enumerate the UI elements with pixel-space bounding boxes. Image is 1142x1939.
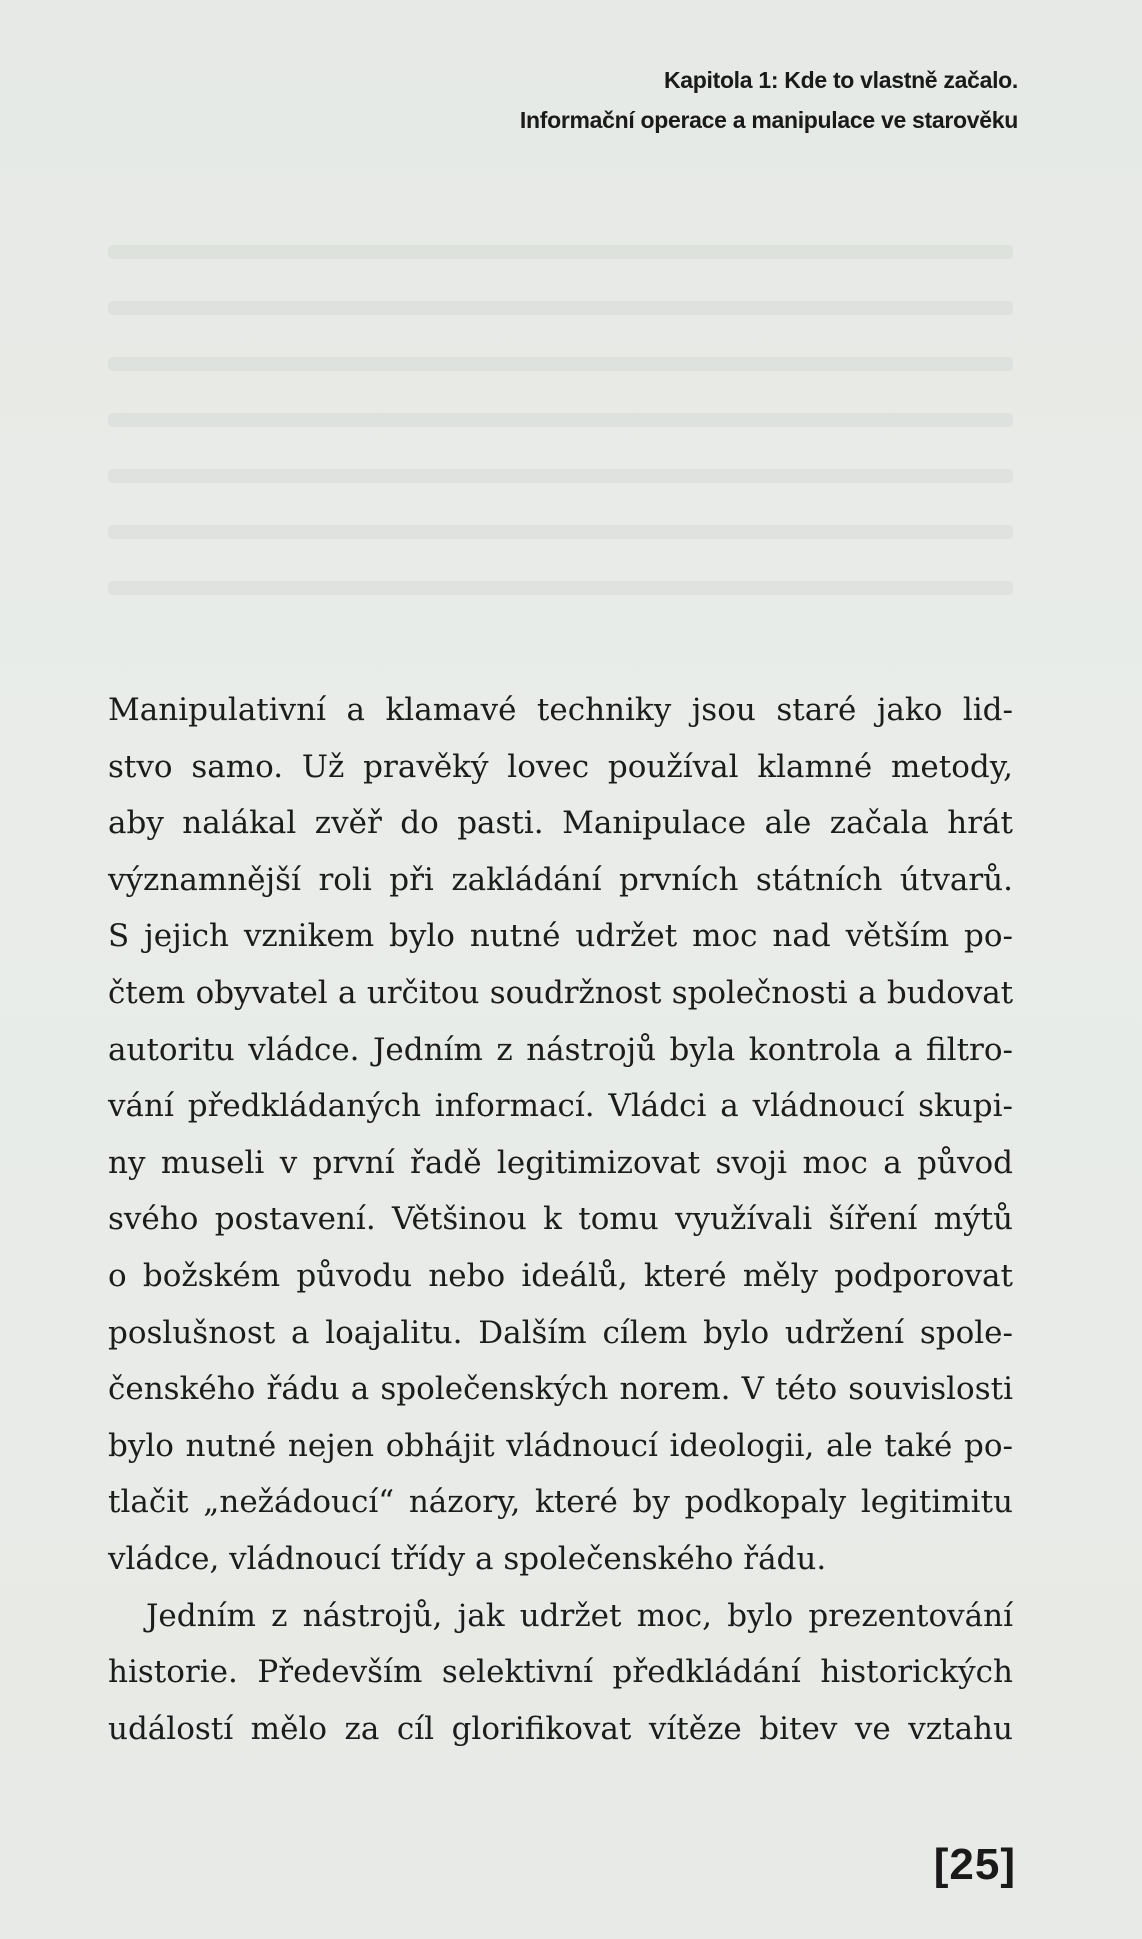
- chapter-subtitle: Informační operace a manipulace ve starověku: [519, 107, 1018, 133]
- text-line: významnější roli při zakládání prvních státních útvarů.: [108, 861, 1013, 898]
- text-line: vládce, vládnoucí třídy a společenského řádu.: [108, 1540, 827, 1577]
- paragraph-2: [108, 1588, 1013, 1758]
- text-line: S jejich vznikem bylo nutné udržet moc nad větším po-: [108, 918, 1013, 955]
- text-line: aby nalákal zvěř do pasti. Manipulace ale začala hrát: [108, 805, 1013, 842]
- text-line: poslušnost a loajalitu. Dalším cílem bylo udržení spole-: [108, 1314, 1013, 1351]
- text-line: stvo samo. Už pravěký lovec používal klamné metody,: [108, 748, 1013, 785]
- text-line: historie. Především selektivní předkládání historických: [108, 1654, 1013, 1691]
- text-line: Jedním z nástrojů, jak udržet moc, bylo prezentování: [146, 1597, 1013, 1634]
- text-line: vání předkládaných informací. Vládci a vládnoucí skupi-: [108, 1088, 1013, 1125]
- running-head: [520, 60, 1018, 140]
- text-line: událostí mělo za cíl glorifikovat vítěze bitev ve vztahu: [108, 1710, 1013, 1747]
- text-line: čtem obyvatel a určitou soudržnost společnosti a budovat: [108, 974, 1013, 1011]
- text-line: bylo nutné nejen obhájit vládnoucí ideologii, ale také po-: [108, 1427, 1013, 1464]
- text-line: o božském původu nebo ideálů, které měly podporovat: [108, 1257, 1013, 1294]
- show-through-text: [108, 245, 1013, 665]
- body-text: [108, 682, 1013, 1757]
- text-line: svého postavení. Většinou k tomu využívali šíření mýtů: [108, 1201, 1013, 1238]
- text-line: Manipulativní a klamavé techniky jsou staré jako lid-: [108, 692, 1013, 728]
- paragraph-1: [108, 682, 1013, 1588]
- text-line: tlačit „nežádoucí“ názory, které by podkopaly legitimitu: [108, 1484, 1013, 1521]
- text-line: autoritu vládce. Jedním z nástrojů byla kontrola a filtro-: [108, 1031, 1013, 1068]
- text-line: čenského řádu a společenských norem. V této souvislosti: [108, 1371, 1013, 1408]
- chapter-title: Kapitola 1: Kde to vlastně začalo.: [663, 67, 1018, 93]
- text-line: ny museli v první řadě legitimizovat svoji moc a původ: [108, 1144, 1013, 1181]
- page-number: [25]: [933, 1840, 1016, 1889]
